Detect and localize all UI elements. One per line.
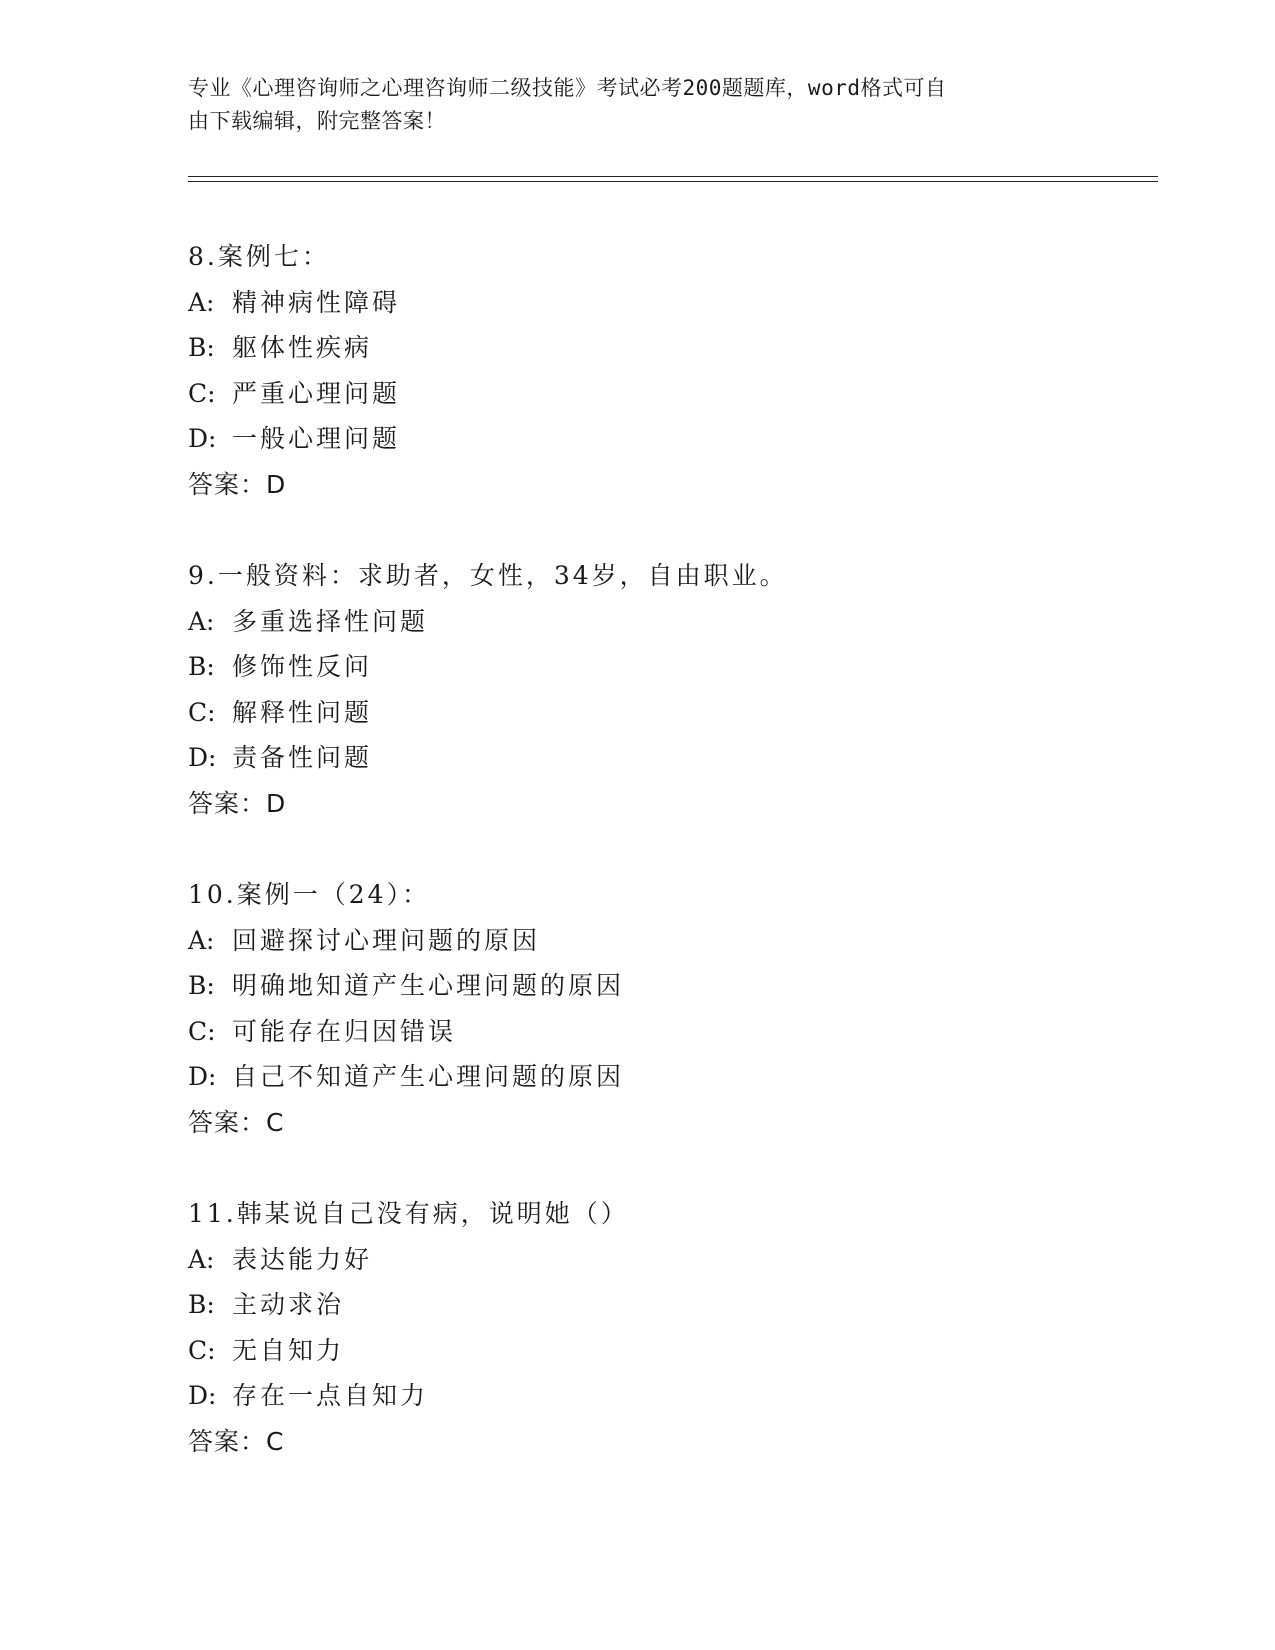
option-text: 精神病性障碍 [232,287,401,317]
option-letter: A: [188,1244,215,1274]
option-d [188,735,1148,781]
option-a [188,1237,1148,1283]
question-item [188,1191,1148,1464]
header-line-2: 由下载编辑，附完整答案！ [188,109,446,133]
option-text: 解释性问题 [232,697,373,727]
option-letter: C: [188,697,216,727]
question-item [188,234,1148,507]
option-text: 表达能力好 [232,1244,373,1274]
option-letter: D: [188,1381,217,1410]
option-text: 躯体性疾病 [232,333,373,362]
option-letter: D: [188,1062,217,1091]
option-a [188,599,1148,645]
question-title: 8.案例七： [188,242,330,271]
question-item [188,553,1148,826]
option-letter: B: [188,333,215,362]
option-c [188,690,1148,736]
option-a [188,280,1148,326]
option-text: 修饰性反问 [232,652,373,681]
header-line-1: 专业《心理咨询师之心理咨询师二级技能》考试必考200题题库，word格式可自 [188,76,947,100]
option-c [188,1009,1148,1055]
option-d [188,1054,1148,1100]
option-letter: C: [188,378,216,408]
answer-line: 答案：D [188,469,287,499]
option-a [188,918,1148,964]
option-text: 严重心理问题 [232,378,401,408]
option-letter: A: [188,925,215,955]
option-letter: B: [188,971,215,1000]
option-text: 存在一点自知力 [232,1381,429,1410]
option-d [188,1373,1148,1419]
option-c [188,371,1148,417]
option-text: 明确地知道产生心理问题的原因 [232,971,625,1000]
option-text: 责备性问题 [232,743,373,772]
document-header [188,72,1068,138]
header-divider-bottom [188,181,1158,182]
answer-line: 答案：C [188,1426,285,1456]
option-letter: B: [188,652,215,681]
answer-line: 答案：D [188,788,287,818]
option-c [188,1328,1148,1374]
option-letter: C: [188,1335,216,1365]
option-letter: D: [188,743,217,772]
option-b [188,644,1148,690]
option-letter: D: [188,424,217,453]
option-b [188,325,1148,371]
option-letter: C: [188,1016,216,1046]
option-b [188,1282,1148,1328]
option-text: 一般心理问题 [232,424,401,453]
question-list [188,234,1148,1510]
question-title: 11.韩某说自己没有病，说明她（） [188,1199,629,1228]
question-title: 9.一般资料：求助者，女性，34岁，自由职业。 [188,561,788,590]
option-text: 可能存在归因错误 [232,1016,457,1046]
option-letter: B: [188,1290,215,1319]
option-letter: A: [188,606,215,636]
option-text: 回避探讨心理问题的原因 [232,925,541,955]
option-text: 主动求治 [232,1290,345,1319]
question-title: 10.案例一（24）： [188,880,431,909]
option-text: 多重选择性问题 [232,606,429,636]
option-text: 无自知力 [232,1335,345,1365]
answer-line: 答案：C [188,1107,285,1137]
option-d [188,416,1148,462]
option-text: 自己不知道产生心理问题的原因 [232,1062,625,1091]
question-item [188,872,1148,1145]
option-b [188,963,1148,1009]
header-divider-top [188,176,1158,177]
option-letter: A: [188,287,215,317]
